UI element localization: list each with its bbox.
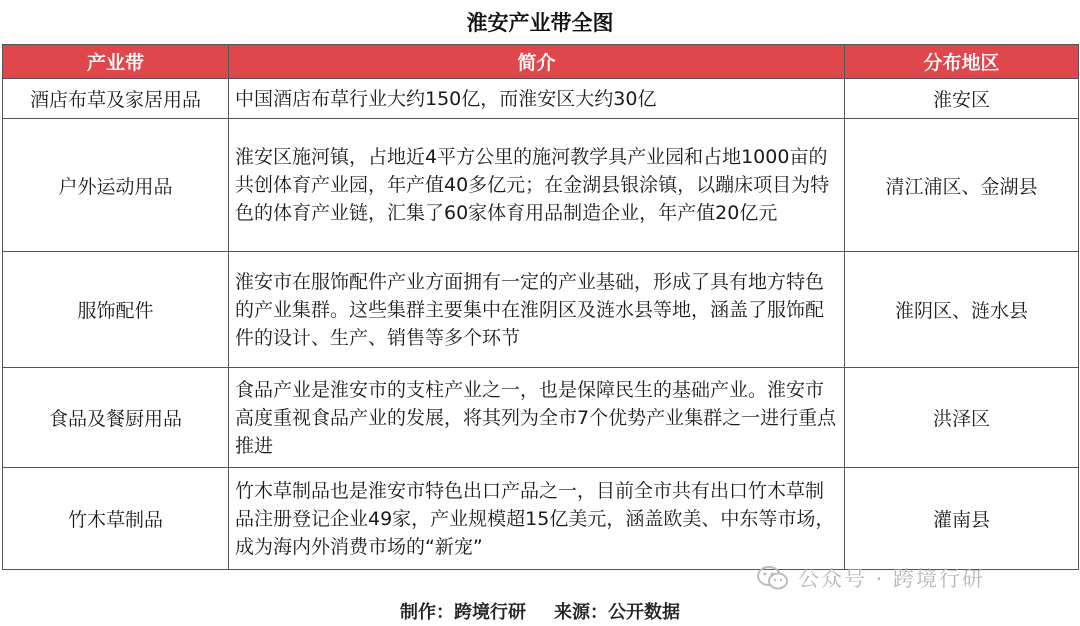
table-row	[3, 79, 1079, 119]
watermark-text: 公众号 · 跨境行研	[798, 567, 986, 591]
industry-region: 清江浦区、金湖县	[845, 119, 1079, 252]
industry-region: 淮阴区、涟水县	[845, 252, 1079, 368]
header-region: 分布地区	[845, 45, 1079, 79]
industry-name: 竹木草制品	[3, 468, 229, 570]
footer-maker: 制作：跨境行研	[400, 601, 526, 623]
table-row	[3, 368, 1079, 468]
industry-region: 灌南县	[845, 468, 1079, 570]
table-row	[3, 468, 1079, 570]
industry-description: 中国酒店布草行业大约150亿，而淮安区大约30亿	[229, 79, 845, 119]
wechat-icon	[756, 565, 790, 591]
footer	[0, 595, 1080, 626]
header-industry: 产业带	[3, 45, 229, 79]
industry-description: 竹木草制品也是淮安市特色出口产品之一，目前全市共有出口竹木草制品注册登记企业49家，产业规模超15亿美元，涵盖欧美、中东等市场，成为海内外消费市场的“新宠”	[229, 468, 845, 570]
page-title: 淮安产业带全图	[466, 11, 614, 35]
industry-description: 淮安市在服饰配件产业方面拥有一定的产业基础，形成了具有地方特色的产业集群。这些集群主要集中在淮阴区及涟水县等地，涵盖了服饰配件的设计、生产、销售等多个环节	[229, 252, 845, 368]
industry-name: 服饰配件	[3, 252, 229, 368]
table-row	[3, 119, 1079, 252]
industry-region: 洪泽区	[845, 368, 1079, 468]
table-row	[3, 252, 1079, 368]
industry-region: 淮安区	[845, 79, 1079, 119]
industry-name: 食品及餐厨用品	[3, 368, 229, 468]
industry-name: 酒店布草及家居用品	[3, 79, 229, 119]
industry-description: 淮安区施河镇，占地近4平方公里的施河教学具产业园和占地1000亩的共创体育产业园，年产值40多亿元；在金湖县银涂镇，以蹦床项目为特色的体育产业链，汇集了60家体育用品制造企业，年产值20亿元	[229, 119, 845, 252]
header-description: 简介	[229, 45, 845, 79]
footer-source: 来源：公开数据	[554, 601, 680, 623]
industry-table	[2, 44, 1079, 570]
industry-name: 户外运动用品	[3, 119, 229, 252]
table-header-row	[3, 45, 1079, 79]
industry-description: 食品产业是淮安市的支柱产业之一，也是保障民生的基础产业。淮安市高度重视食品产业的发展，将其列为全市7个优势产业集群之一进行重点推进	[229, 368, 845, 468]
watermark	[756, 562, 985, 594]
